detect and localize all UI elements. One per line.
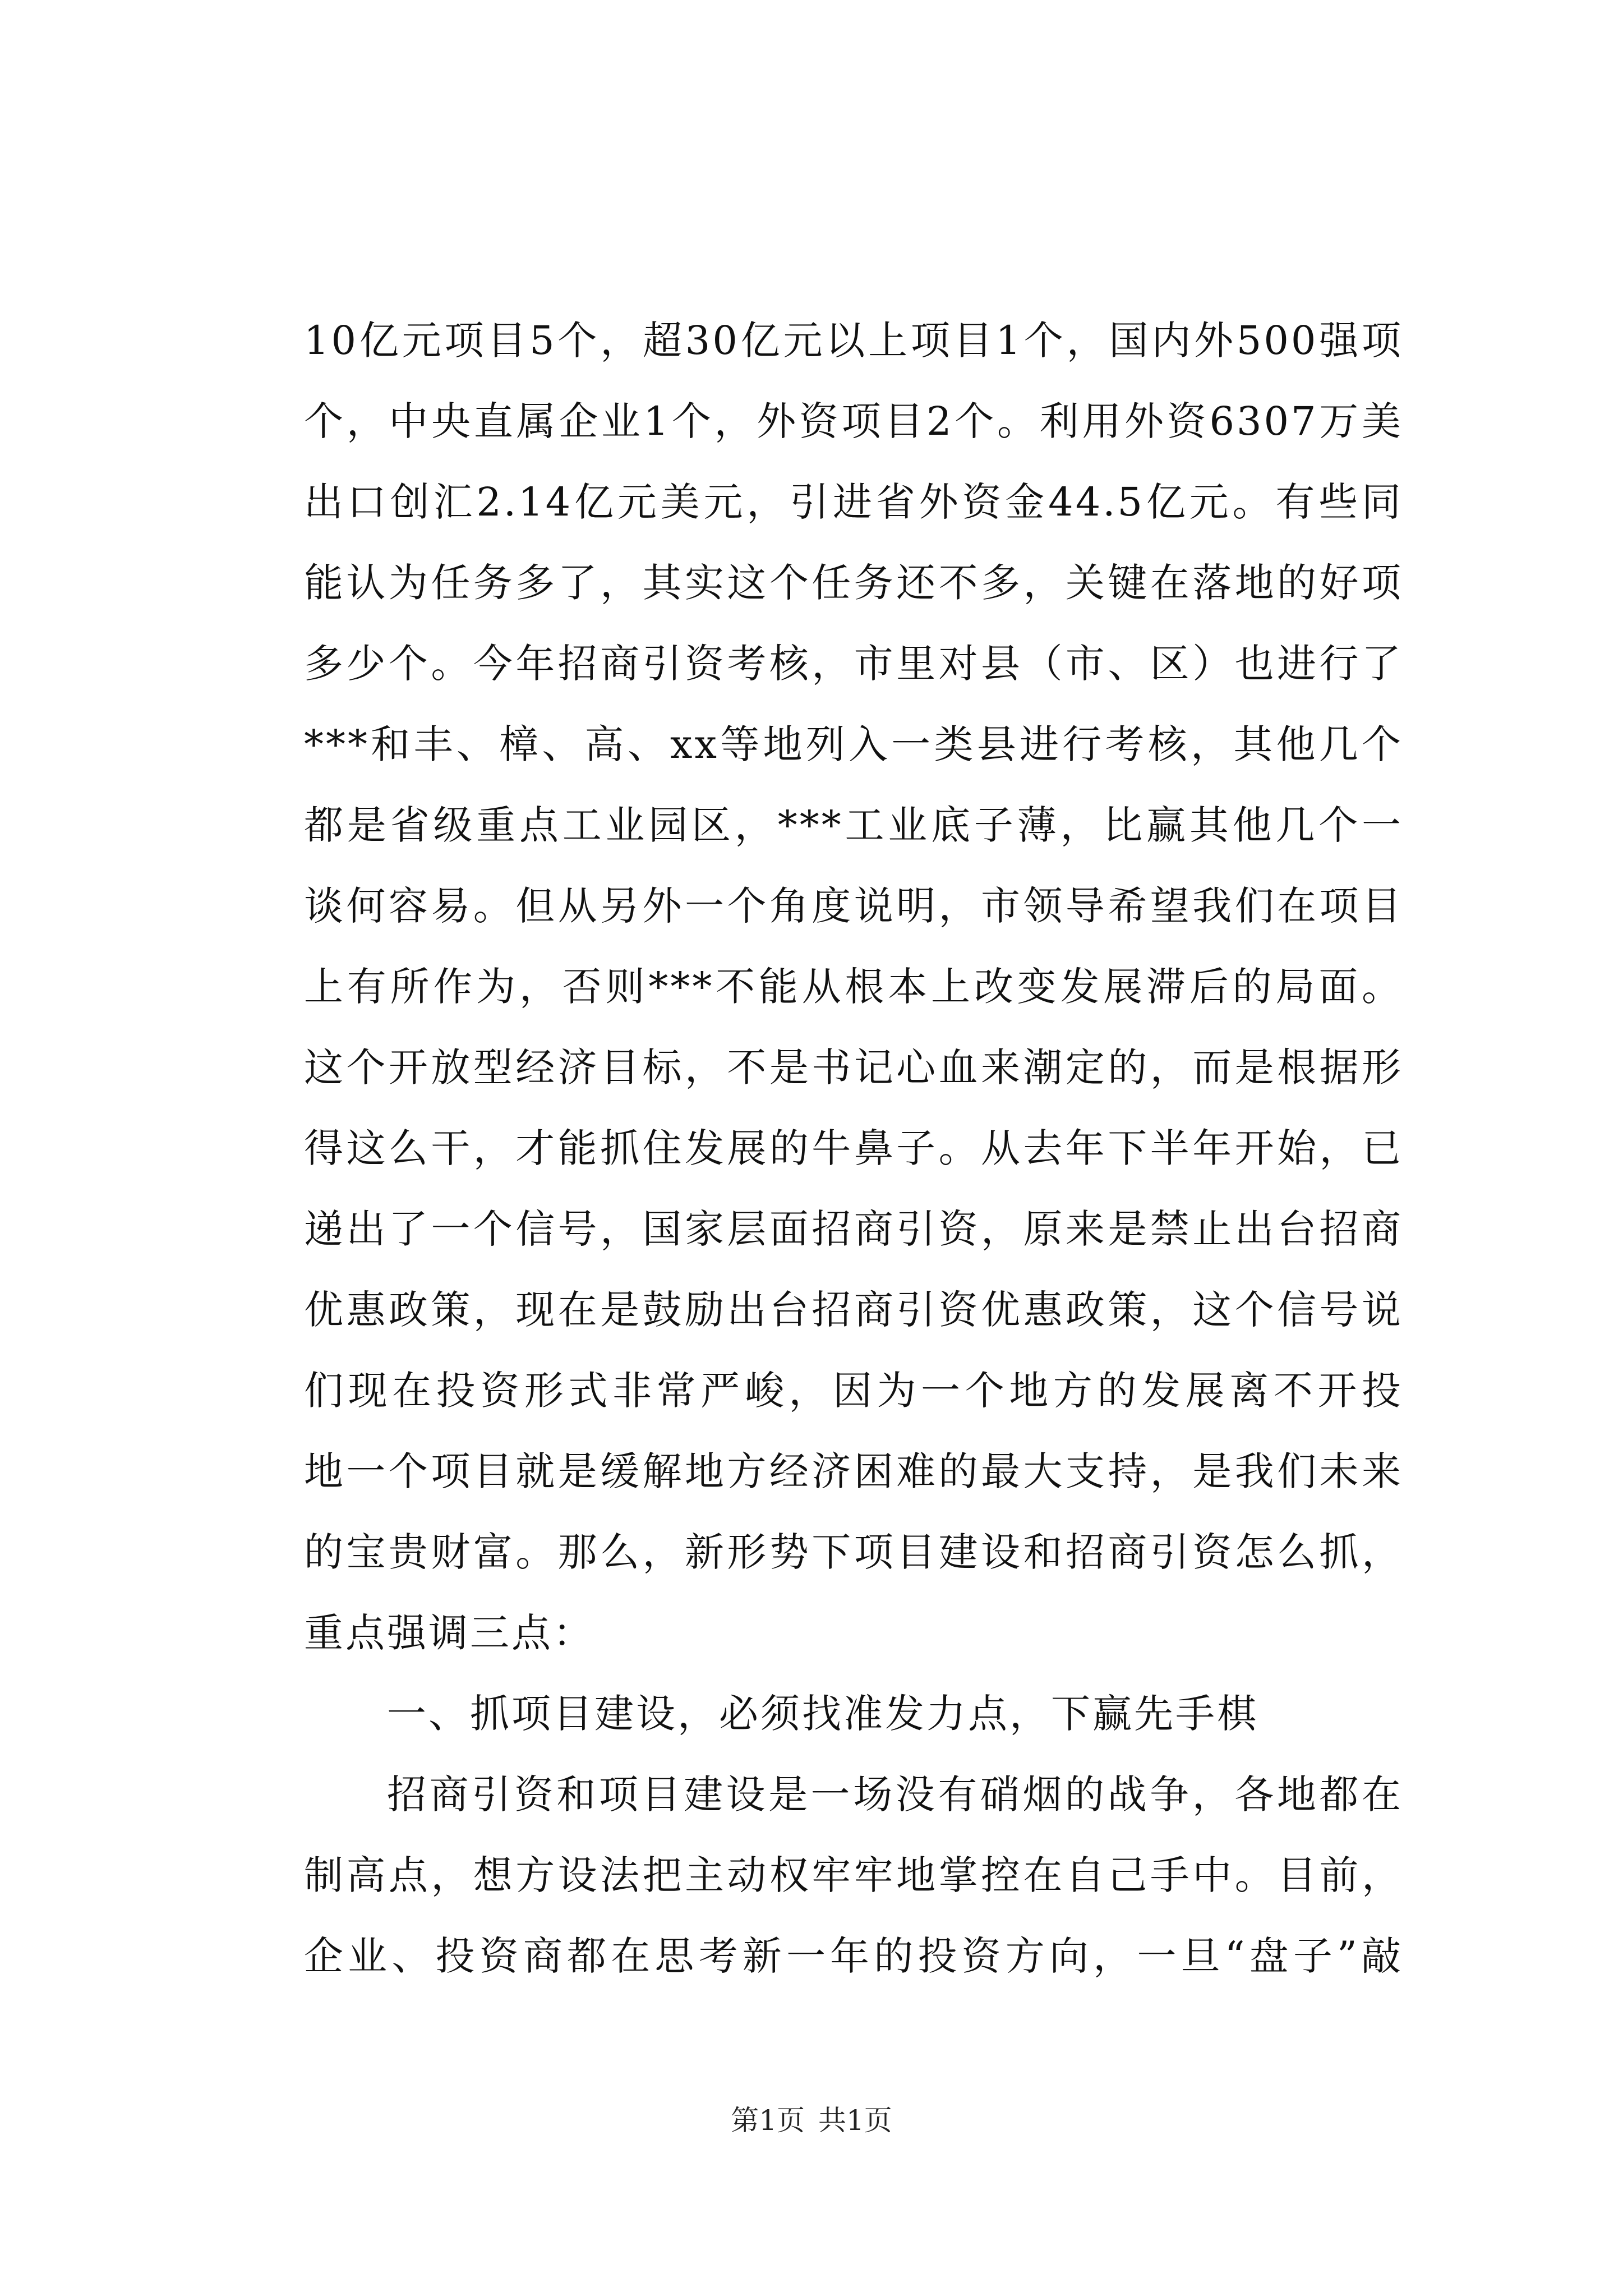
- text-line: 都是省级重点工业园区，***工业底子薄，比赢其他几个一: [304, 802, 1403, 848]
- text-line: 递出了一个信号，国家层面招商引资，原来是禁止出台招商: [304, 1206, 1403, 1252]
- text-line: 制高点，想方设法把主动权牢牢地掌控在自己手中。目前，: [304, 1852, 1403, 1898]
- page-footer: [0, 2101, 1623, 2140]
- text-line: 上有所作为，否则***不能从根本上改变发展滞后的局面。: [304, 964, 1403, 1010]
- text-line: 得这么干，才能抓住发展的牛鼻子。从去年下半年开始，已: [304, 1125, 1403, 1171]
- page-total: 共1页: [818, 2104, 892, 2137]
- text-line: 优惠政策，现在是鼓励出台招商引资优惠政策，这个信号说: [304, 1287, 1403, 1333]
- text-line: 重点强调三点：: [304, 1610, 594, 1656]
- text-line: 这个开放型经济目标，不是书记心血来潮定的，而是根据形: [304, 1045, 1403, 1091]
- text-line: 出口创汇2.14亿元美元，引进省外资金44.5亿元。有些同: [304, 479, 1403, 525]
- text-line: 能认为任务多了，其实这个任务还不多，关键在落地的好项: [304, 560, 1403, 606]
- text-line: 招商引资和项目建设是一场没有硝烟的战争，各地都在: [387, 1772, 1403, 1818]
- text-line: 地一个项目就是缓解地方经济困难的最大支持，是我们未来: [304, 1448, 1403, 1494]
- text-line: 企业、投资商都在思考新一年的投资方向，一旦“盘子”敲: [304, 1933, 1403, 1979]
- text-line: 多少个。今年招商引资考核，市里对县（市、区）也进行了: [304, 641, 1403, 687]
- text-line: 们现在投资形式非常严峻，因为一个地方的发展离不开投: [304, 1368, 1403, 1414]
- text-line: ***和丰、樟、高、xx等地列入一类县进行考核，其他几个: [304, 721, 1403, 767]
- section-heading: 一、抓项目建设，必须找准发力点，下赢先手棋: [387, 1691, 1258, 1737]
- text-line: 10亿元项目5个，超30亿元以上项目1个，国内外500强项: [304, 318, 1403, 364]
- text-line: 个，中央直属企业1个，外资项目2个。利用外资6307万美: [304, 398, 1403, 444]
- text-line: 谈何容易。但从另外一个角度说明，市领导希望我们在项目: [304, 883, 1403, 929]
- text-line: 的宝贵财富。那么，新形势下项目建设和招商引资怎么抓，: [304, 1529, 1403, 1575]
- document-body: [304, 300, 1403, 1996]
- page-number: 第1页: [731, 2104, 805, 2137]
